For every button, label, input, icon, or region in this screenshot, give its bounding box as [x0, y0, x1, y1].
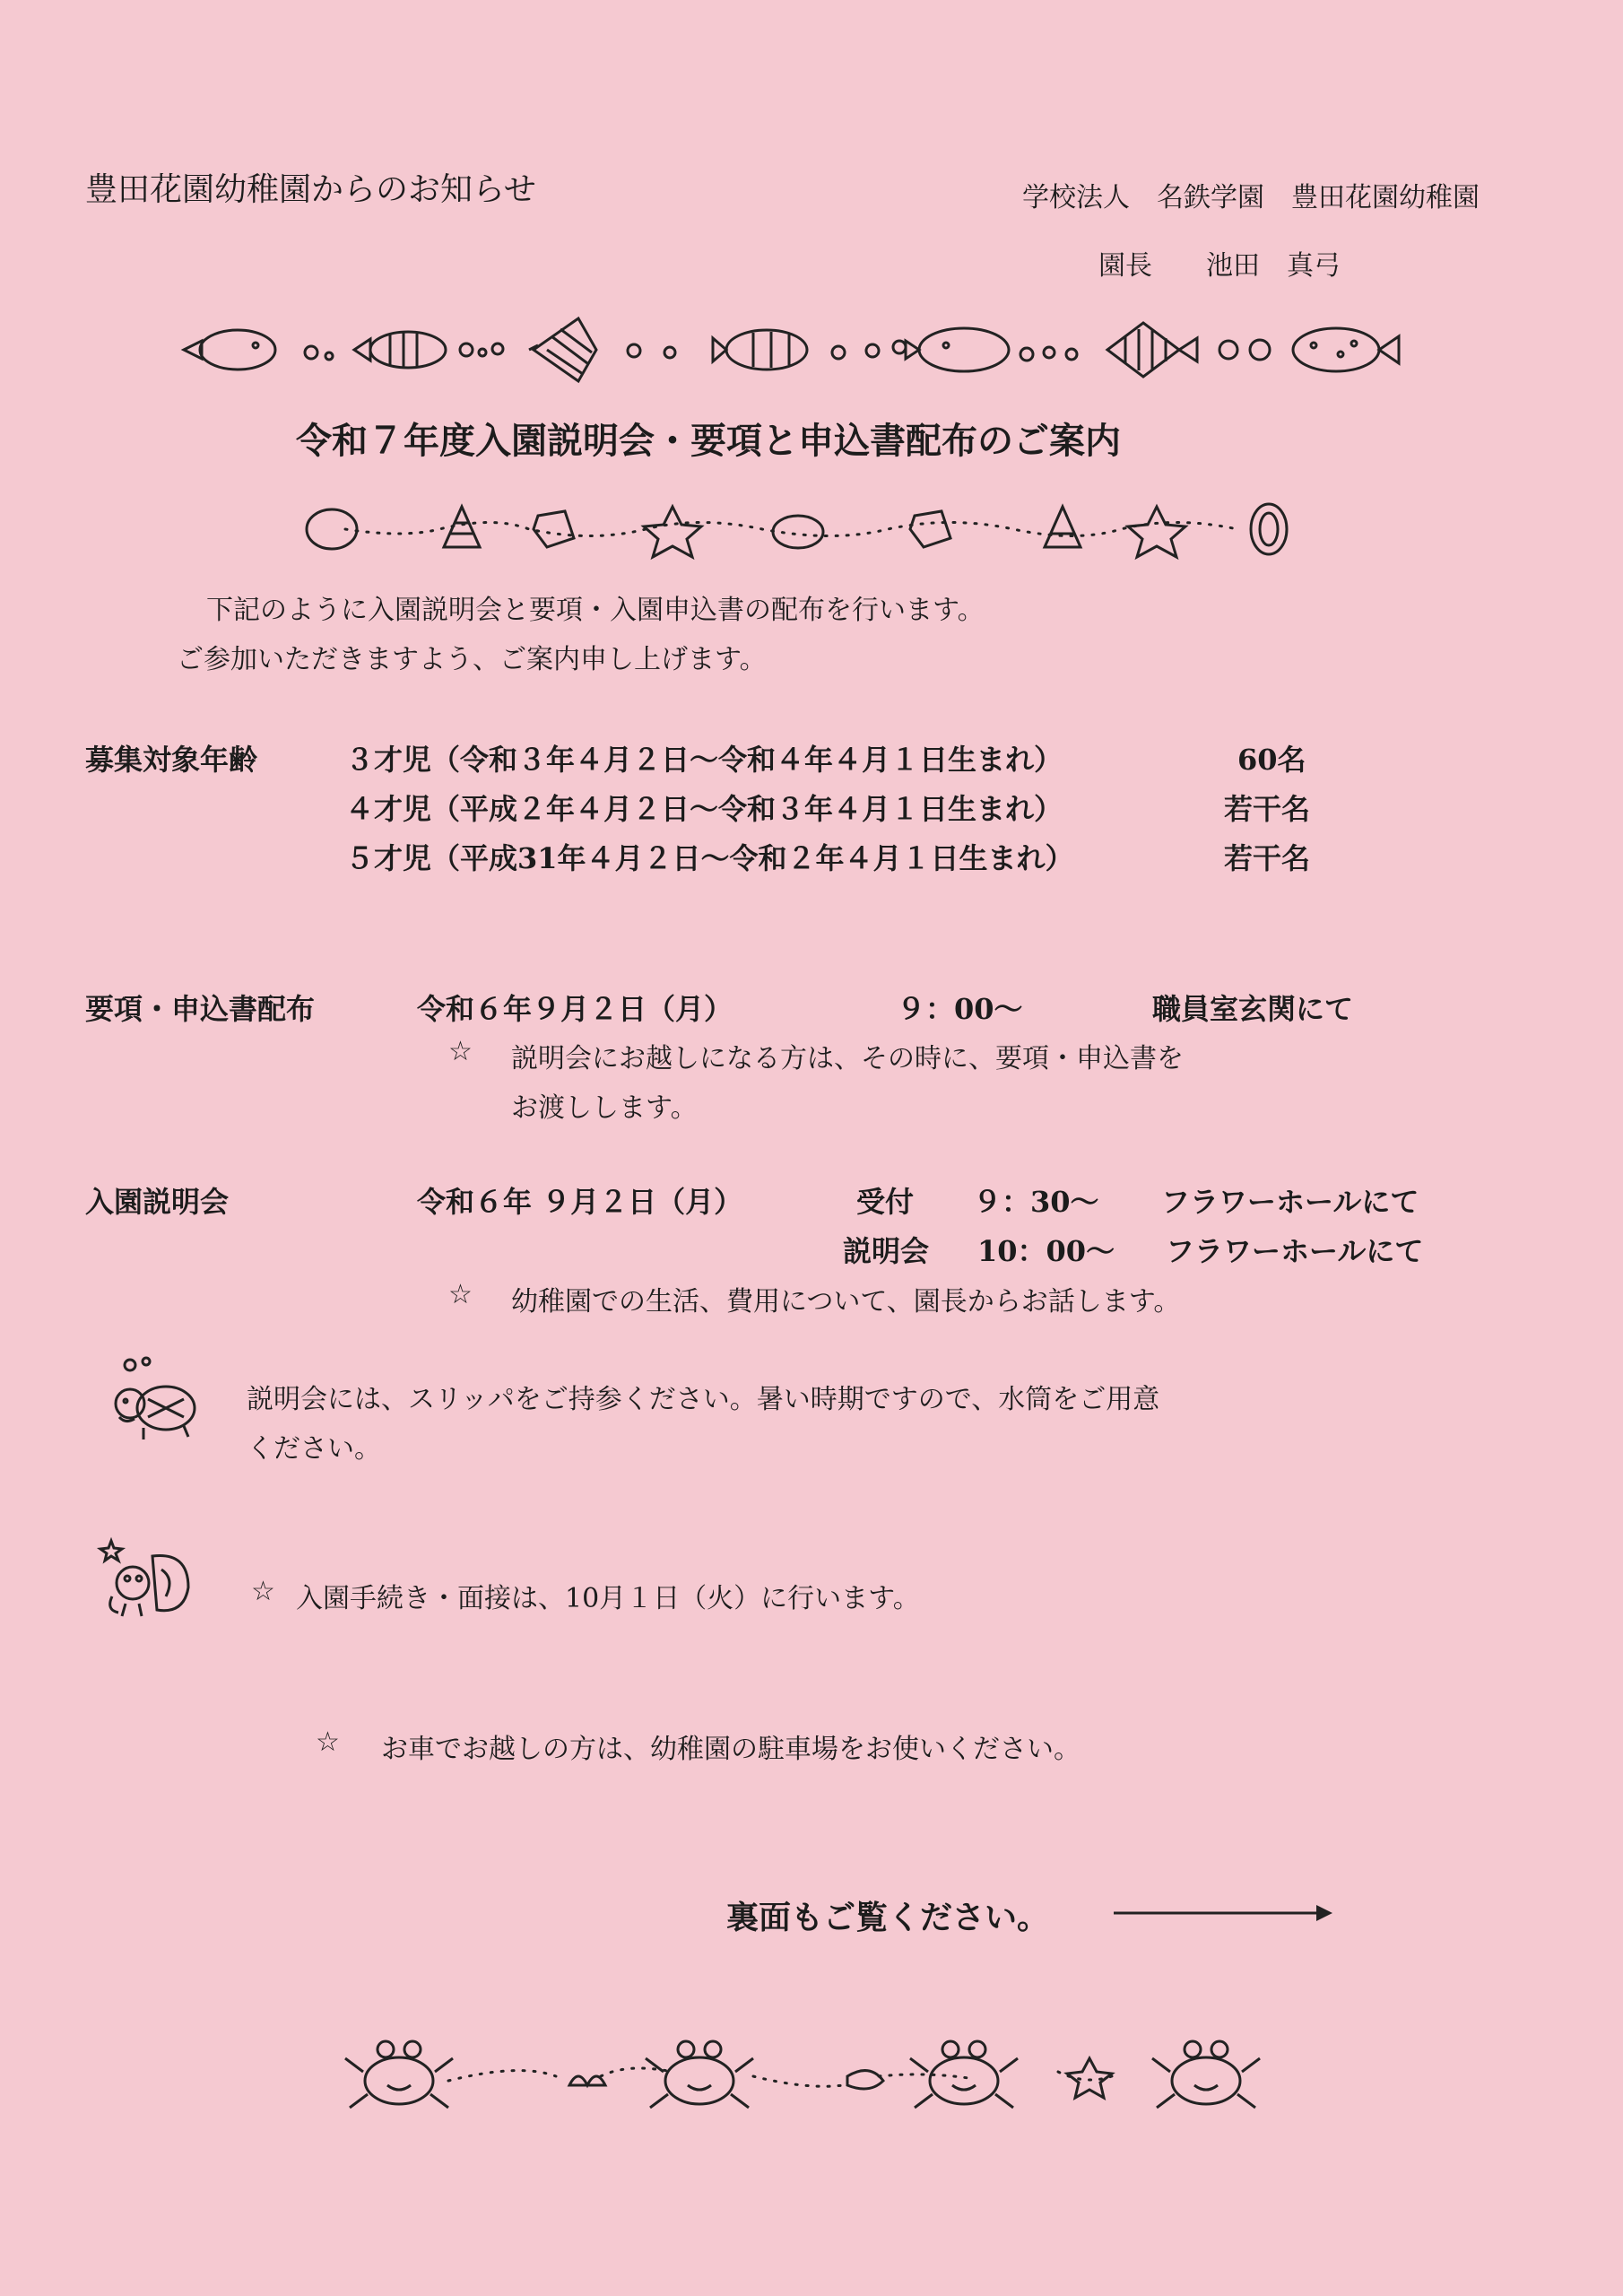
- briefing-note: 幼稚園での生活、費用について、園長からお話します。: [511, 1286, 1181, 1318]
- parking-note: お車でお越しの方は、幼稚園の駐車場をお使いください。: [381, 1734, 1081, 1765]
- recruitment-age-4: ４才児（平成２年４月２日～令和３年４月１日生まれ）: [345, 792, 1063, 826]
- distribution-place: 職員室玄関にて: [1152, 992, 1354, 1026]
- briefing-label: 入園説明会: [85, 1185, 230, 1219]
- recruitment-label: 募集対象年齢: [85, 743, 258, 777]
- distribution-note-2: お渡しします。: [511, 1092, 698, 1124]
- seashell-border-icon: [296, 489, 1309, 561]
- star-mark: ☆: [251, 1576, 275, 1607]
- hermit-crab-icon: [99, 1534, 197, 1623]
- notice-title: 豊田花園幼稚園からのお知らせ: [85, 171, 536, 208]
- arrow-right-icon: [1112, 1900, 1336, 1926]
- session-time: 10：00～: [977, 1234, 1115, 1268]
- distribution-time: ９：00～: [897, 992, 1023, 1026]
- distribution-date: 令和６年９月２日（月）: [417, 992, 733, 1026]
- slipper-note-1: 説明会には、スリッパをご持参ください。暑い時期ですので、水筒をご用意: [247, 1384, 1160, 1415]
- recruitment-count-3: 60名: [1237, 743, 1306, 777]
- turtle-icon: [103, 1354, 202, 1444]
- recruitment-count-5: 若干名: [1224, 841, 1311, 875]
- star-mark: ☆: [448, 1279, 473, 1310]
- recruitment-count-4: 若干名: [1224, 792, 1311, 826]
- school-name: 学校法人 名鉄学園 豊田花園幼稚園: [1022, 182, 1480, 213]
- recruitment-age-5: ５才児（平成31年４月２日～令和２年４月１日生まれ）: [345, 841, 1074, 875]
- session-place: フラワーホールにて: [1166, 1234, 1424, 1268]
- headline: 令和７年度入園説明会・要項と申込書配布のご案内: [296, 420, 1121, 462]
- reception-label: 受付: [856, 1185, 915, 1219]
- interview-note: 入園手続き・面接は、10月１日（火）に行います。: [296, 1583, 920, 1614]
- star-mark: ☆: [448, 1036, 473, 1067]
- intro-line-1: 下記のように入園説明会と要項・入園申込書の配布を行います。: [206, 595, 985, 626]
- reception-place: フラワーホールにて: [1161, 1185, 1419, 1219]
- intro-line-2: ご参加いただきますよう、ご案内申し上げます。: [177, 644, 767, 675]
- distribution-label: 要項・申込書配布: [85, 992, 316, 1026]
- star-mark: ☆: [316, 1726, 340, 1758]
- slipper-note-2: ください。: [247, 1433, 381, 1465]
- fish-border-icon: [175, 309, 1430, 381]
- principal-label: 園長: [1098, 250, 1152, 282]
- principal-name: 池田 真弓: [1206, 250, 1341, 282]
- recruitment-age-3: ３才児（令和３年４月２日～令和４年４月１日生まれ）: [345, 743, 1063, 777]
- reception-time: ９：30～: [973, 1185, 1099, 1219]
- session-label: 説明会: [843, 1234, 930, 1268]
- back-note: 裏面もご覧ください。: [726, 1899, 1050, 1936]
- crab-border-icon: [341, 2022, 1291, 2121]
- briefing-date: 令和６年 ９月２日（月）: [417, 1185, 743, 1219]
- distribution-note-1: 説明会にお越しになる方は、その時に、要項・申込書を: [511, 1043, 1184, 1074]
